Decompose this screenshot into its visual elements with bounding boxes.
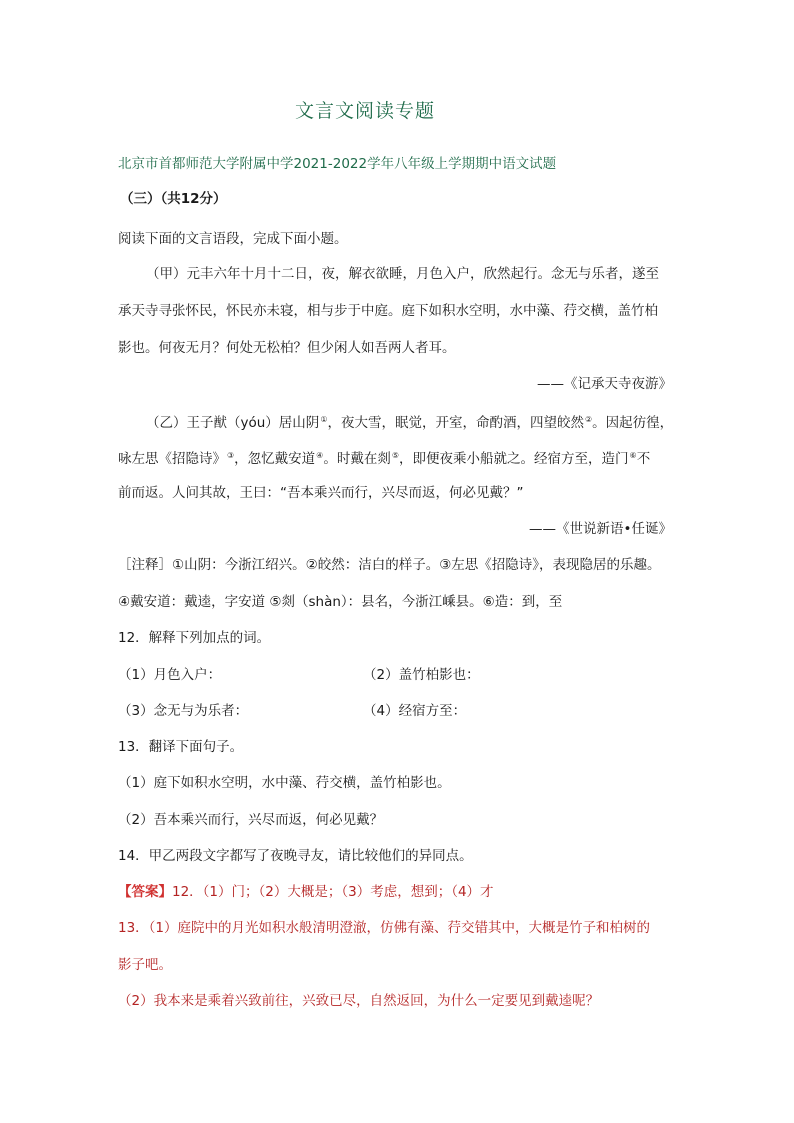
passage-yi-line-1 [146, 410, 706, 433]
notes-line-2: ④戴安道：戴逵，字安道 ⑤剡（shàn）：县名，今浙江嵊县。⑥造：到，至 [118, 594, 563, 610]
passage-yi-source: ——《世说新语•任诞》 [529, 521, 672, 537]
passage-jia-source: ——《记承天寺夜游》 [537, 376, 672, 392]
footnote-marker: ① [320, 415, 328, 424]
question-12-stem: 12．解释下列加点的词。 [118, 630, 271, 646]
passage-yi-text: 。因起彷徨， [592, 415, 674, 431]
passage-yi-text: 咏左思《招隐诗》 [118, 451, 226, 467]
passage-jia-line-1: （甲）元丰六年十月十二日，夜，解衣欲睡，月色入户，欣然起行。念无与乐者，遂至 [146, 266, 659, 282]
footnote-marker: ③ [227, 451, 235, 460]
passage-jia-line-3: 影也。何夜无月？何处无松柏？但少闲人如吾两人者耳。 [118, 340, 456, 356]
passage-yi-text: ，即便夜乘小船就之。经宿方至，造门 [399, 451, 629, 467]
footnote-marker: ⑤ [391, 451, 400, 460]
answer-label: 【答案】 [118, 884, 172, 900]
notes-line-1: ［注释］①山阴：今浙江绍兴。②皎然：洁白的样子。③左思《招隐诗》，表现隐居的乐趣。 [118, 557, 661, 573]
passage-jia-line-2: 承天寺寻张怀民，怀民亦未寝，相与步于中庭。庭下如积水空明，水中藻、荇交横，盖竹柏 [118, 303, 658, 319]
answer-line-1 [118, 882, 678, 902]
exam-source-subtitle: 北京市首都师范大学附属中学2021-2022学年八年级上学期期中语文试题 [118, 156, 557, 172]
page-title: 文言文阅读专题 [294, 100, 435, 122]
question-13-item-1: （1）庭下如积水空明，水中藻、荇交横，盖竹柏影也。 [118, 775, 451, 791]
question-12-item-1: （1）月色入户： [118, 667, 222, 683]
passage-yi-line-2 [118, 446, 678, 469]
passage-yi-text: ，夜大雪，眠觉，开室，命酌酒，四望皎然 [327, 415, 584, 431]
passage-yi-text: （乙）王子猷（yóu）居山阴 [146, 415, 320, 431]
footnote-marker: ② [584, 415, 593, 424]
question-12-item-4: （4）经宿方至： [363, 703, 467, 719]
question-12-item-3: （3）念无与为乐者： [118, 703, 249, 719]
question-14-stem: 14．甲乙两段文字都写了夜晚寻友，请比较他们的异同点。 [118, 848, 473, 864]
question-12-item-2: （2）盖竹柏影也： [363, 667, 480, 683]
passage-yi-text: 不 [636, 451, 651, 467]
question-12-row-2 [118, 701, 678, 721]
footnote-marker: ④ [316, 451, 324, 460]
answer-line-2: 13．（1）庭院中的月光如积水般清明澄澈，仿佛有藻、荇交错其中，大概是竹子和柏树的 [118, 920, 651, 936]
question-12-row-1 [118, 665, 678, 685]
passage-yi-text: ，忽忆戴安道 [234, 451, 316, 467]
passage-yi-line-3: 前而返。人问其故，王曰：“吾本乘兴而行，兴尽而返，何必见戴？” [118, 485, 524, 501]
question-13-stem: 13．翻译下面句子。 [118, 739, 244, 755]
footnote-marker: ⑥ [629, 451, 637, 460]
answer-text: 12．（1）门；（2）大概是；（3）考虑，想到；（4）才 [172, 884, 494, 900]
instruction-text: 阅读下面的文言语段，完成下面小题。 [118, 231, 348, 247]
answer-line-3: 影子吧。 [118, 957, 172, 973]
passage-yi-text: 。时戴在剡 [323, 451, 391, 467]
answer-line-4: （2）我本来是乘着兴致前往，兴致已尽，自然返回，为什么一定要见到戴逵呢？ [118, 993, 600, 1009]
question-13-item-2: （2）吾本乘兴而行，兴尽而返，何必见戴？ [118, 812, 384, 828]
section-heading: （三）（共12分） [120, 191, 227, 207]
